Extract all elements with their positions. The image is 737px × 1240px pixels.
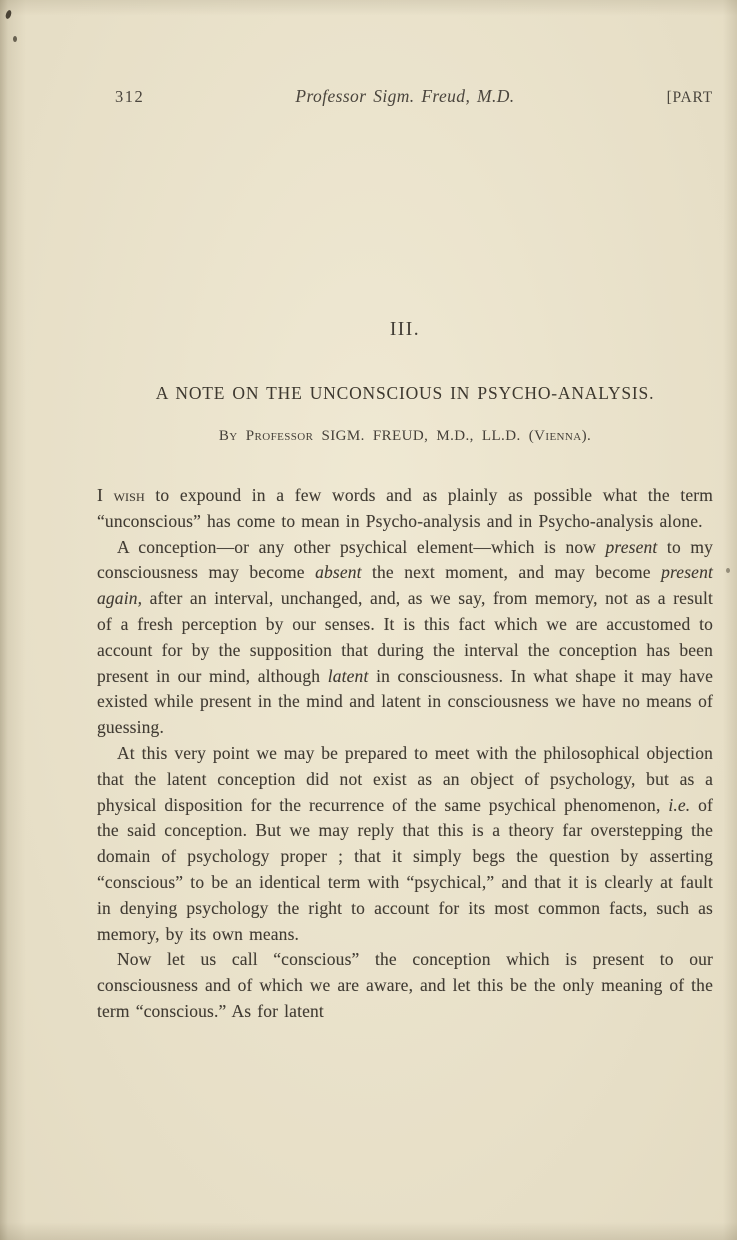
byline [97, 428, 713, 445]
text-run: of the said conception. But we may reply that this is a theory far overstepping the domain of psychology proper ; that it simply begs the question by asserting “conscious” to be an identical term with “psychical,” and that it is clearly at fault in denying psychology the right to account for its most common facts, such as memory, by its own means. [97, 794, 713, 944]
section-number: III. [389, 319, 421, 340]
text-run: (Vienna). [528, 428, 592, 444]
text-run: I [97, 485, 114, 505]
page-header [97, 86, 713, 107]
scan-artifact [726, 568, 730, 573]
paragraph [97, 483, 713, 535]
text-run: A conception—or any other psychical element—which is now [117, 536, 606, 557]
paragraph [97, 535, 713, 741]
article [97, 319, 713, 1025]
text-run: latent [327, 665, 369, 686]
text-run: i.e. [668, 794, 691, 815]
text-run: At this very point we may be prepared to meet with the philosophical objection that the latent conception did not exist as an object of psychology, but as a physical disposition for the recurrence of the same psychical phenomenon, [97, 742, 713, 815]
paragraph [97, 741, 713, 947]
text-run: absent [315, 562, 362, 583]
paragraph [97, 947, 713, 1024]
text-run: the next moment, and may become [361, 562, 662, 583]
text-run: present again, [97, 562, 713, 609]
text-run: SIGM. FREUD, M.D., LL.D. [321, 428, 529, 444]
article-body [97, 483, 713, 1025]
text-run: Now let us call “conscious” the conception which is present to our consciousness and of which we are aware, and let this be the only meaning of the term “conscious.” As for latent [97, 949, 713, 1021]
text-run: present [605, 536, 658, 557]
article-title: A NOTE ON THE UNCONSCIOUS IN PSYCHO-ANALYSIS. [155, 383, 655, 403]
text-run: to my consciousness may become [97, 536, 713, 583]
page-number: 312 [115, 87, 145, 106]
scan-artifact [5, 9, 13, 19]
text-run: after an interval, unchanged, and, as we say, from memory, not as a result of a fresh perception by our senses. It is this fact which we are accustomed to account for by the supposition that during the interval the conception has been present in our mind, although [97, 588, 713, 686]
running-title: Professor Sigm. Freud, M.D. [295, 86, 515, 106]
scan-artifact [13, 36, 17, 42]
text-run: By Professor [218, 428, 322, 444]
part-label: [PART [666, 89, 713, 106]
text-run: in consciousness. In what shape it may have existed while present in the mind and latent in consciousness we have no means of guessing. [97, 665, 713, 738]
text-run: to expound in a few words and as plainly as possible what the term “unconscious” has come to mean in Psycho-analysis and in Psycho-analysis alone. [97, 485, 713, 531]
text-run: wish [113, 485, 145, 505]
